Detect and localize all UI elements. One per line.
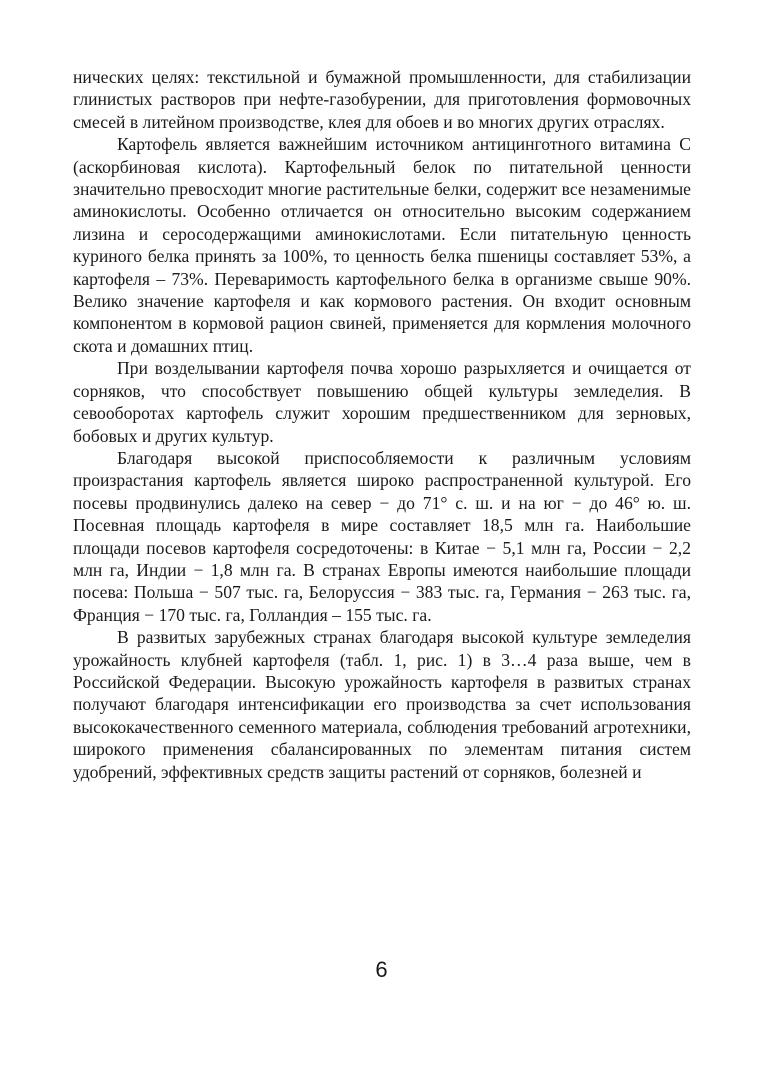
body-text — [73, 66, 691, 783]
page-number: 6 — [375, 957, 388, 982]
paragraph-distribution: Благодаря высокой приспособляемости к различным условиям произрастания картофель является широко распространенной культурой. Его посевы продвинулись далеко на север − до 71° с. ш. и на юг − до 46° ю. ш. Посевная площадь картофеля в мире составляет 18,5 млн га. Наибольшие площади посевов картофеля сосредоточены: в Китае − 5,1 млн га, России − 2,2 млн га, Индии − 1,8 млн га. В странах Европы имеются наибольшие площади посева: Польша − 507 тыс. га, Белоруссия − 383 тыс. га, Германия − 263 тыс. га, Франция − 170 тыс. га, Голландия – 155 тыс. га. — [73, 447, 691, 625]
paragraph-yield: В развитых зарубежных странах благодаря высокой культуре земледелия урожайность клубней картофеля (табл. 1, рис. 1) в 3…4 раза выше, чем в Российской Федерации. Высокую урожайность картофеля в развитых странах получают благодаря интенсификации его производства за счет использования высококачественного семенного материала, соблюдения требований агротехники, широкого применения сбалансированных по элементам питания систем удобрений, эффективных средств защиты растений от сорняков, болезней и — [73, 627, 691, 782]
paragraph-vitamin-protein: Картофель является важнейшим источником антицинготного витамина С (аскорбиновая кислота). Картофельный белок по питательной ценности значительно превосходит многие растительные белки, содержит все незаменимые аминокислоты. Особенно отличается он относительно высоким содержанием лизина и серосодержащими аминокислотами. Если питательную ценность куриного белка принять за 100%, то ценность белка пшеницы составляет 53%, а картофеля – 73%. Переваримость картофельного белка в организме свыше 90%. Велико значение картофеля и как кормового растения. Он входит основным компонентом в кормовой рацион свиней, применяется для кормления молочного скота и домашних птиц. — [73, 134, 691, 356]
paragraph-soil: При возделывании картофеля почва хорошо разрыхляется и очищается от сорняков, что способствует повышению общей культуры земледелия. В севооборотах картофель служит хорошим предшественником для зерновых, бобовых и других культур. — [73, 358, 691, 446]
paragraph-continuation: нических целях: текстильной и бумажной промышленности, для стабилизации глинистых растворов при нефте-газобурении, для приготовления формовочных смесей в литейном производстве, клея для обоев и во многих других отраслях. — [73, 67, 691, 132]
